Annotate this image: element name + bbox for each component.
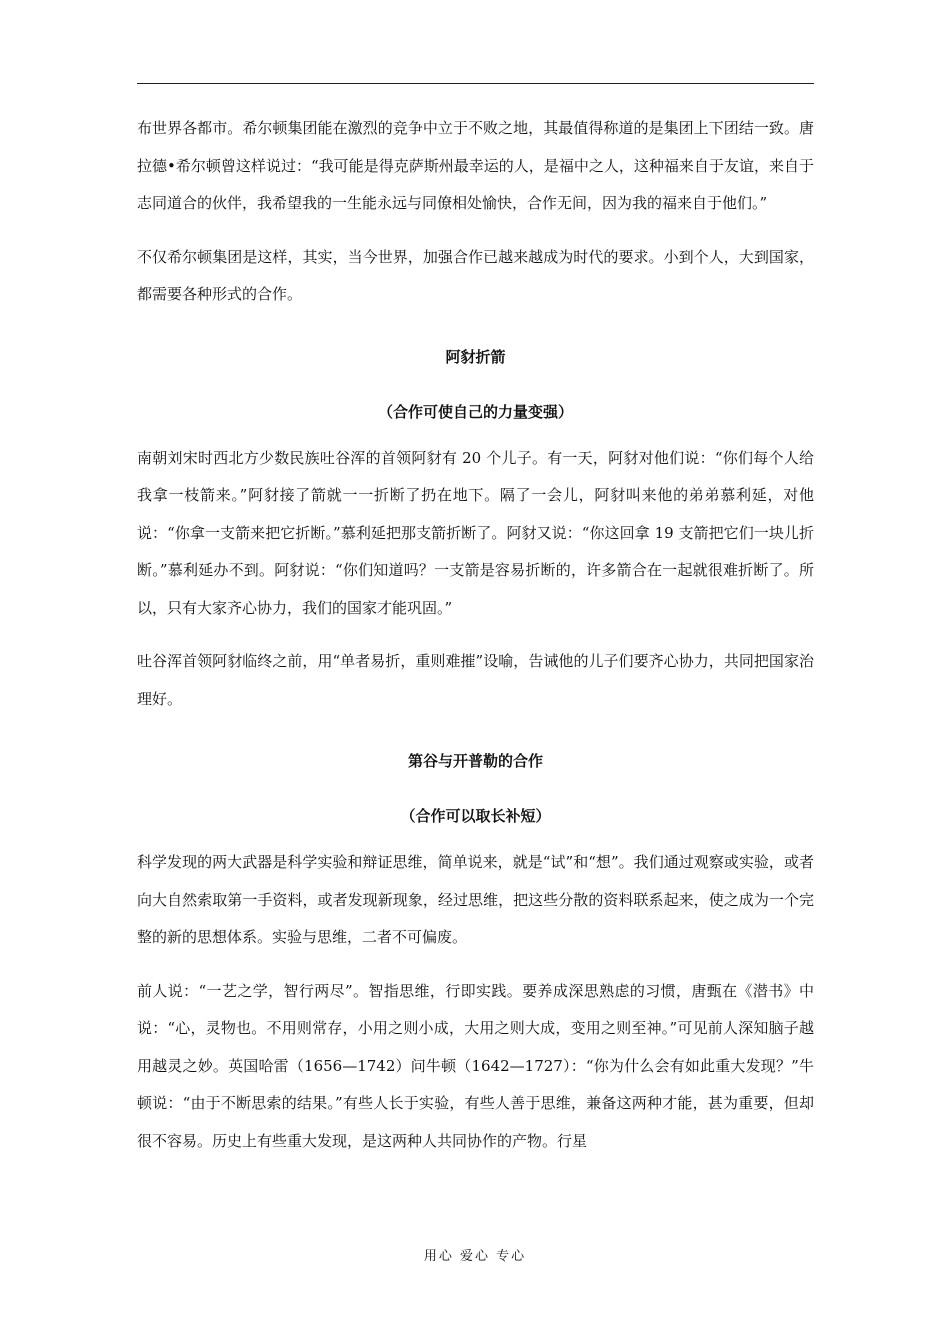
section-title: 阿豺折箭 (445, 347, 506, 366)
paragraph: 不仅希尔顿集团是这样，其实，当今世界，加强合作已越来越成为时代的要求。小到个人，大到国家，都需要各种形式的合作。 (137, 247, 814, 303)
header-rule (137, 83, 814, 84)
page-footer: 用心 爱心 专心 (423, 1249, 527, 1264)
section-subtitle: （合作可使自己的力量变强） (377, 402, 573, 421)
section-title: 第谷与开普勒的合作 (407, 752, 543, 770)
paragraph: 前人说：“一艺之学，智行两尽”。智指思维，行即实践。要养成深思熟虑的习惯，唐甄在《潜书》中说：“心，灵物也。不用则常存，小用之则小成，大用之则大成，变用之则至神。”可见前人深知脑子越用越灵之妙。英国哈雷（1656—1742）问牛顿（1642—1727）：“你为什么会有如此重大发现？”牛顿说：“由于不断思索的结果。”有些人长于实验，有些人善于思维，兼备这两种才能，甚为重要，但却很不容易。历史上有些重大发现，是这两种人共同协作的产物。行星 (137, 981, 814, 1150)
document-body (137, 110, 814, 1176)
paragraph: 布世界各都市。希尔顿集团能在激烈的竞争中立于不败之地，其最值得称道的是集团上下团结一致。唐拉德•希尔顿曾这样说过：“我可能是得克萨斯州最幸运的人，是福中之人，这种福来自于友谊，来自于志同道合的伙伴，我希望我的一生能永远与同僚相处愉快，合作无间，因为我的福来自于他们。” (137, 119, 814, 212)
paragraph: 科学发现的两大武器是科学实验和辩证思维，简单说来，就是“试”和“想”。我们通过观察或实验，或者向大自然索取第一手资料，或者发现新现象，经过思维，把这些分散的资料联系起来，使之成为一个完整的新的思想体系。实验与思维，二者不可偏废。 (137, 853, 814, 946)
section-subtitle: （合作可以取长补短） (400, 807, 551, 825)
paragraph: 南朝刘宋时西北方少数民族吐谷浑的首领阿豺有 20 个儿子。有一天，阿豺对他们说：“你们每个人给我拿一枝箭来。”阿豺接了箭就一一折断了扔在地下。隔了一会儿，阿豺叫来他的弟弟慕利延，对他说：“你拿一支箭来把它折断。”慕利延把那支箭折断了。阿豺又说：“你这回拿 19 支箭把它们一块儿折断。”慕利延办不到。阿豺说：“你们知道吗？一支箭是容易折断的，许多箭合在一起就很难折断了。所以，只有大家齐心协力，我们的国家才能巩固。” (137, 448, 814, 617)
paragraph: 吐谷浑首领阿豺临终之前，用“单者易折，重则难摧”设喻，告诫他的儿子们要齐心协力，共同把国家治理好。 (137, 652, 814, 708)
